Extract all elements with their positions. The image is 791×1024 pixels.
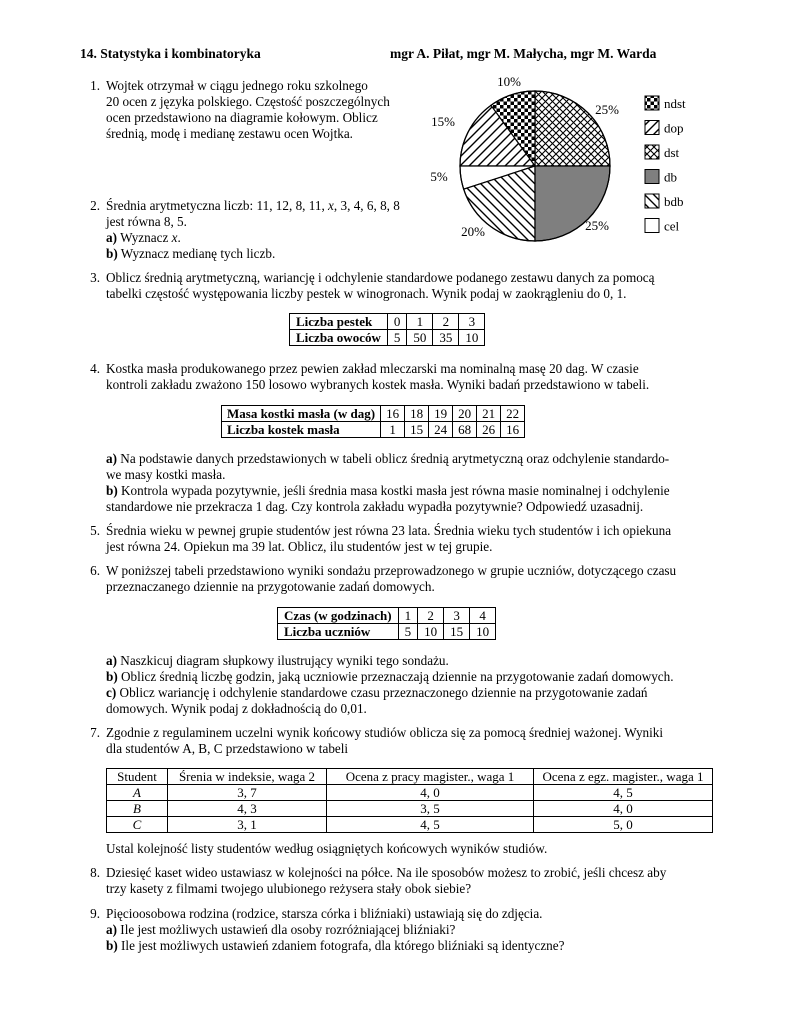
table-cell: 4 <box>470 608 496 624</box>
q4-b-line-2: standardowe nie przekracza 1 dag. Czy kontrola zakładu wypadła pozytywnie? Odpowiedź uzasadnij. <box>106 499 644 514</box>
table-cell: 10 <box>459 330 485 346</box>
table-cell: 3, 1 <box>168 817 327 833</box>
legend-swatch-cel <box>645 219 659 233</box>
table-cell: 68 <box>453 422 477 438</box>
q4-b-text: Kontrola wypada pozytywnie, jeśli średnia masa kostki masła jest równa masie nominalnej i odchylenie <box>121 483 670 498</box>
table-row <box>290 330 485 346</box>
q3-row1-label: Liczba pestek <box>290 314 388 330</box>
table-cell: 5, 0 <box>534 817 713 833</box>
table-cell: 2 <box>418 608 444 624</box>
q2-a-label: a) <box>106 230 117 245</box>
q7-line-2: dla studentów A, B, C przedstawiono w tabeli <box>106 741 349 756</box>
table-cell: 4, 3 <box>168 801 327 817</box>
q1-number: 1. <box>90 78 100 93</box>
table-cell: 4, 0 <box>327 785 534 801</box>
q9-number: 9. <box>90 906 100 921</box>
q5-line-1: Średnia wieku w pewnej grupie studentów jest równa 23 lata. Średnia wieku tych studentów i ich opiekuna <box>106 523 672 538</box>
pie-label-db: 25% <box>585 218 609 233</box>
q2-line-2: jest równa 8, 5. <box>106 214 187 229</box>
q1-line-1: Wojtek otrzymał w ciągu jednego roku szkolnego <box>106 78 368 93</box>
q4-row2-label: Liczba kostek masła <box>222 422 381 438</box>
q4-number: 4. <box>90 361 100 376</box>
table-cell: 50 <box>407 330 433 346</box>
q8-line-2: trzy kasety z filmami twojego ulubionego reżysera stały obok siebie? <box>106 881 472 896</box>
q4-b-label: b) <box>106 483 118 498</box>
q8-number: 8. <box>90 865 100 880</box>
q6-b <box>106 669 674 686</box>
q3-line-2: tabelki częstość występowania liczby pestek w winogronach. Wynik podaj w zaokrągleniu do 0, 1. <box>106 286 627 301</box>
table-cell: 10 <box>418 624 444 640</box>
table-cell: 16 <box>501 422 525 438</box>
table-cell: 1 <box>407 314 433 330</box>
q6-b-label: b) <box>106 669 118 684</box>
q5-number: 5. <box>90 523 100 538</box>
table-header-cell: Śrenia w indeksie, waga 2 <box>168 769 327 785</box>
table-header-cell: Ocena z egz. magister., waga 1 <box>534 769 713 785</box>
table-cell: 4, 5 <box>327 817 534 833</box>
q4-line-1: Kostka masła produkowanego przez pewien zakład mleczarski ma nominalną masę 20 dag. W czasie <box>106 361 639 376</box>
q2-line-1: Średnia arytmetyczna liczb: 11, 12, 8, 11, x, 3, 4, 6, 8, 8 <box>106 198 400 213</box>
q6-a-text: Naszkicuj diagram słupkowy ilustrujący wyniki tego sondażu. <box>120 653 449 668</box>
table-row <box>107 801 713 817</box>
q4-a-label: a) <box>106 451 117 466</box>
table-row <box>222 406 525 422</box>
q6-row2-label: Liczba uczniów <box>278 624 399 640</box>
q1-line-4: średnią, modę i medianę zestawu ocen Wojtka. <box>106 126 353 141</box>
q2-b <box>106 246 275 263</box>
legend-swatch-db <box>645 170 659 184</box>
q8-line-1: Dziesięć kaset wideo ustawiasz w kolejności na półce. Na ile sposobów możesz to zrobić, jeśli chcesz aby <box>106 865 667 880</box>
q2-a-text: Wyznacz x. <box>120 230 181 245</box>
table-cell: 0 <box>387 314 407 330</box>
q4-a-line-2: we masy kostki masła. <box>106 467 226 482</box>
q9-b-label: b) <box>106 938 118 953</box>
table-cell: 15 <box>405 422 429 438</box>
table-cell: 2 <box>433 314 459 330</box>
q1-line-2: 20 ocen z języka polskiego. Częstość poszczególnych <box>106 94 390 109</box>
pie-label-bdb: 20% <box>461 224 485 239</box>
q7-table <box>106 768 713 833</box>
legend-label-ndst: ndst <box>664 96 686 111</box>
q7-after: Ustal kolejność listy studentów według osiągniętych końcowych wyników studiów. <box>106 841 548 856</box>
legend-label-db: db <box>664 169 677 185</box>
pie-label-dop: 15% <box>431 114 455 129</box>
legend-label-dst: dst <box>664 145 680 160</box>
table-cell: 26 <box>477 422 501 438</box>
table-cell: 20 <box>453 406 477 422</box>
table-cell: 3, 5 <box>327 801 534 817</box>
q6-b-text: Oblicz średnią liczbę godzin, jaką uczniowie przeznaczają dziennie na przygotowanie zadań domowych. <box>121 669 674 684</box>
q6-row1-label: Czas (w godzinach) <box>278 608 399 624</box>
table-cell: B <box>107 801 168 817</box>
table-row <box>278 608 496 624</box>
q9-b <box>106 938 564 955</box>
table-cell: 4, 0 <box>534 801 713 817</box>
q5-line-2: jest równa 24. Opiekun ma 39 lat. Oblicz, ilu studentów jest w tej grupie. <box>106 539 493 554</box>
q2-b-text: Wyznacz medianę tych liczb. <box>120 246 276 261</box>
table-cell: 35 <box>433 330 459 346</box>
table-cell: 3 <box>444 608 470 624</box>
q9-b-text: Ile jest możliwych ustawień zdaniem fotografa, dla którego bliźniaki są identyczne? <box>121 938 565 953</box>
q4-table <box>221 405 525 438</box>
q6-line-1: W poniższej tabeli przedstawiono wyniki sondażu przeprowadzonego w grupie uczniów, dotyczącego czasu <box>106 563 677 578</box>
q2-b-label: b) <box>106 246 118 261</box>
q9-a-label: a) <box>106 922 117 937</box>
table-cell: A <box>107 785 168 801</box>
legend-label-cel: cel <box>664 218 680 234</box>
header-right: mgr A. Piłat, mgr M. Małycha, mgr M. Warda <box>390 46 657 61</box>
q9-line-1: Pięcioosobowa rodzina (rodzice, starsza córka i bliźniaki) ustawiają się do zdjęcia. <box>106 906 543 921</box>
table-row <box>290 314 485 330</box>
q6-line-2: przeznaczanego dziennie na przygotowanie zadań domowych. <box>106 579 435 594</box>
q6-c-label: c) <box>106 685 117 700</box>
table-cell: 1 <box>398 608 418 624</box>
q2-a <box>106 230 181 247</box>
q6-a-label: a) <box>106 653 117 668</box>
q3-line-1: Oblicz średnią arytmetyczną, wariancję i odchylenie standardowe podanego zestawu danych za pomocą <box>106 270 655 285</box>
table-row <box>222 422 525 438</box>
table-row <box>107 785 713 801</box>
q4-row1-label: Masa kostki masła (w dag) <box>222 406 381 422</box>
table-cell: 16 <box>381 406 405 422</box>
legend-swatch-ndst <box>645 96 659 110</box>
q2-number: 2. <box>90 198 100 213</box>
pie-label-cel: 5% <box>430 169 448 184</box>
legend-swatch-dst <box>645 145 659 159</box>
q4-line-2: kontroli zakładu zważono 150 losowo wybranych kostek masła. Wyniki badań przedstawiono w tabeli. <box>106 377 650 392</box>
q3-number: 3. <box>90 270 100 285</box>
table-cell: 3 <box>459 314 485 330</box>
table-row <box>107 769 713 785</box>
table-cell: 19 <box>429 406 453 422</box>
table-header-cell: Ocena z pracy magister., waga 1 <box>327 769 534 785</box>
q9-a-text: Ile jest możliwych ustawień dla osoby rozróżniającej bliźniaki? <box>120 922 456 937</box>
q6-a <box>106 653 449 670</box>
legend-label-bdb: bdb <box>664 194 684 209</box>
q6-c-line-2: domowych. Wynik podaj z dokładnością do 0,01. <box>106 701 367 716</box>
table-row <box>278 624 496 640</box>
q9-a <box>106 922 455 939</box>
q1-line-3: ocen przedstawiono na diagramie kołowym. Oblicz <box>106 110 378 125</box>
table-cell: 21 <box>477 406 501 422</box>
table-cell: 3, 7 <box>168 785 327 801</box>
table-cell: 15 <box>444 624 470 640</box>
pie-label-ndst: 10% <box>497 74 521 89</box>
pie-legend <box>645 96 686 234</box>
pie-chart <box>430 70 720 250</box>
q4-a-text: Na podstawie danych przedstawionych w tabeli oblicz średnią arytmetyczną oraz odchylenie standardo- <box>120 451 670 466</box>
q4-b-line-1 <box>106 483 670 500</box>
table-cell: 10 <box>470 624 496 640</box>
table-cell: 5 <box>387 330 407 346</box>
table-cell: 1 <box>381 422 405 438</box>
q3-row2-label: Liczba owoców <box>290 330 388 346</box>
q3-table <box>289 313 485 346</box>
q7-line-1: Zgodnie z regulaminem uczelni wynik końcowy studiów oblicza się za pomocą średniej ważonej. Wyniki <box>106 725 664 740</box>
q6-c-text: Oblicz wariancję i odchylenie standardowe czasu przeznaczonego dziennie na przygotowanie zadań <box>119 685 648 700</box>
legend-swatch-bdb <box>645 194 659 208</box>
table-cell: 5 <box>398 624 418 640</box>
pie-label-dst: 25% <box>595 102 619 117</box>
table-header-cell: Student <box>107 769 168 785</box>
header-left: 14. Statystyka i kombinatoryka <box>80 46 261 61</box>
legend-label-dop: dop <box>664 120 684 136</box>
q6-table <box>277 607 496 640</box>
table-cell: C <box>107 817 168 833</box>
table-cell: 4, 5 <box>534 785 713 801</box>
table-row <box>107 817 713 833</box>
table-cell: 22 <box>501 406 525 422</box>
table-cell: 24 <box>429 422 453 438</box>
q4-a-line-1 <box>106 451 669 468</box>
q6-number: 6. <box>90 563 100 578</box>
q6-c-line-1 <box>106 685 648 702</box>
legend-swatch-dop <box>645 121 659 135</box>
table-cell: 18 <box>405 406 429 422</box>
q7-number: 7. <box>90 725 100 740</box>
